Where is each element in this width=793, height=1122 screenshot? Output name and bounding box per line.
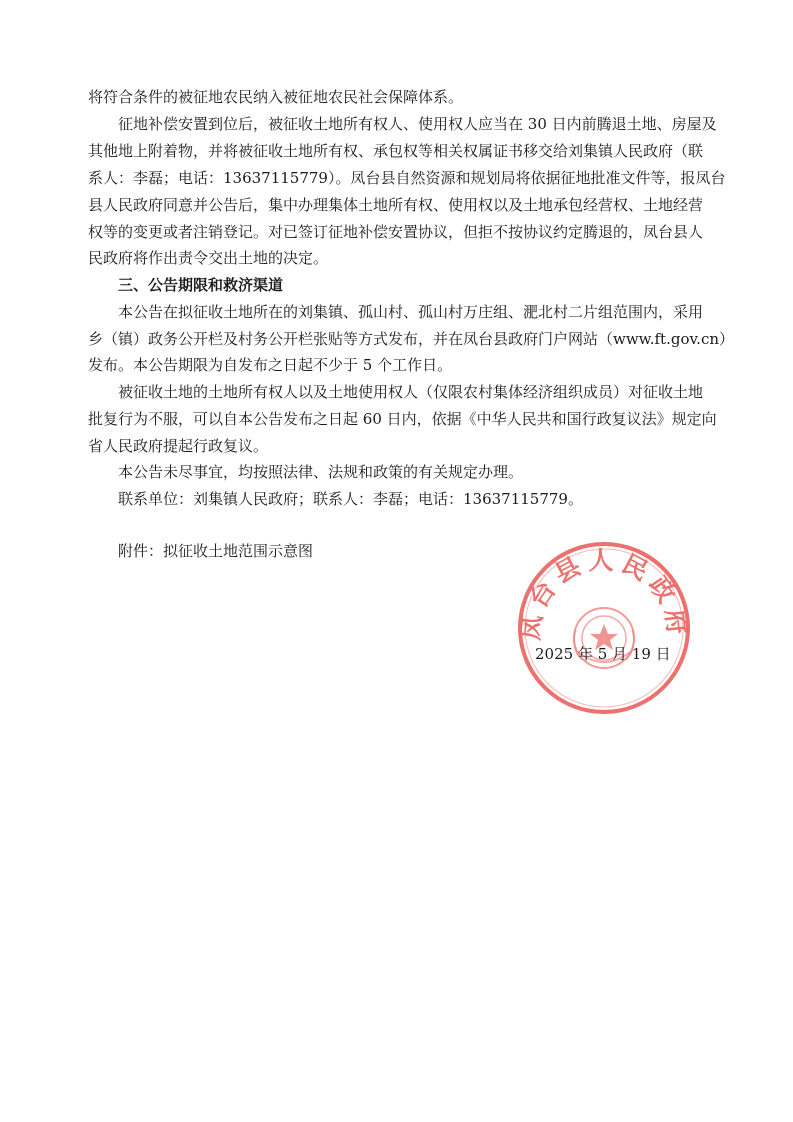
paragraph-2-line-6: 民政府将作出责令交出土地的决定。 bbox=[88, 249, 329, 267]
paragraph-2-line-3: 系人：李磊；电话：13637115779）。凤台县自然资源和规划局将依据征地批准文件等，报凤台 bbox=[88, 169, 726, 187]
paragraph-3-line-2: 乡（镇）政务公开栏及村务公开栏张贴等方式发布，并在凤台县政府门户网站（www.ft.gov.cn） bbox=[88, 330, 735, 348]
paragraph-2-line-1: 征地补偿安置到位后，被征收土地所有权人、使用权人应当在 30 日内前腾退土地、房屋及 bbox=[118, 115, 717, 133]
paragraph-4-line-3: 省人民政府提起行政复议。 bbox=[88, 437, 269, 455]
paragraph-1-line-1: 将符合条件的被征地农民纳入被征地农民社会保障体系。 bbox=[88, 88, 464, 106]
paragraph-5-line-1: 本公告未尽事宜，均按照法律、法规和政策的有关规定办理。 bbox=[118, 463, 524, 481]
attachment-note: 附件：拟征收土地范围示意图 bbox=[118, 542, 314, 560]
paragraph-4-line-1: 被征收土地的土地所有权人以及土地使用权人（仅限农村集体经济组织成员）对征收土地 bbox=[118, 383, 704, 401]
paragraph-2-line-5: 权等的变更或者注销登记。对已签订征地补偿安置协议，但拒不按协议约定腾退的，凤台县人 bbox=[88, 223, 704, 241]
paragraph-4-line-2: 批复行为不服，可以自本公告发布之日起 60 日内，依据《中华人民共和国行政复议法》规定向 bbox=[88, 410, 717, 428]
official-seal bbox=[516, 540, 692, 716]
paragraph-3-line-1: 本公告在拟征收土地所在的刘集镇、孤山村、孤山村万庄组、淝北村二片组范围内，采用 bbox=[118, 303, 704, 321]
paragraph-6-line-1: 联系单位：刘集镇人民政府；联系人：李磊；电话：13637115779。 bbox=[118, 490, 583, 508]
paragraph-2-line-4: 县人民政府同意并公告后，集中办理集体土地所有权、使用权以及土地承包经营权、土地经营 bbox=[88, 196, 704, 214]
svg-text:凤台县人民政府: 凤台县人民政府 bbox=[516, 545, 692, 642]
paragraph-3-line-3: 发布。本公告期限为自发布之日起不少于 5 个工作日。 bbox=[88, 356, 453, 374]
section-3-heading: 三、公告期限和救济渠道 bbox=[118, 276, 284, 294]
issue-date: 2025 年 5 月 19 日 bbox=[535, 645, 671, 663]
paragraph-2-line-2: 其他地上附着物，并将被征收土地所有权、承包权等相关权属证书移交给刘集镇人民政府（联 bbox=[88, 142, 704, 160]
